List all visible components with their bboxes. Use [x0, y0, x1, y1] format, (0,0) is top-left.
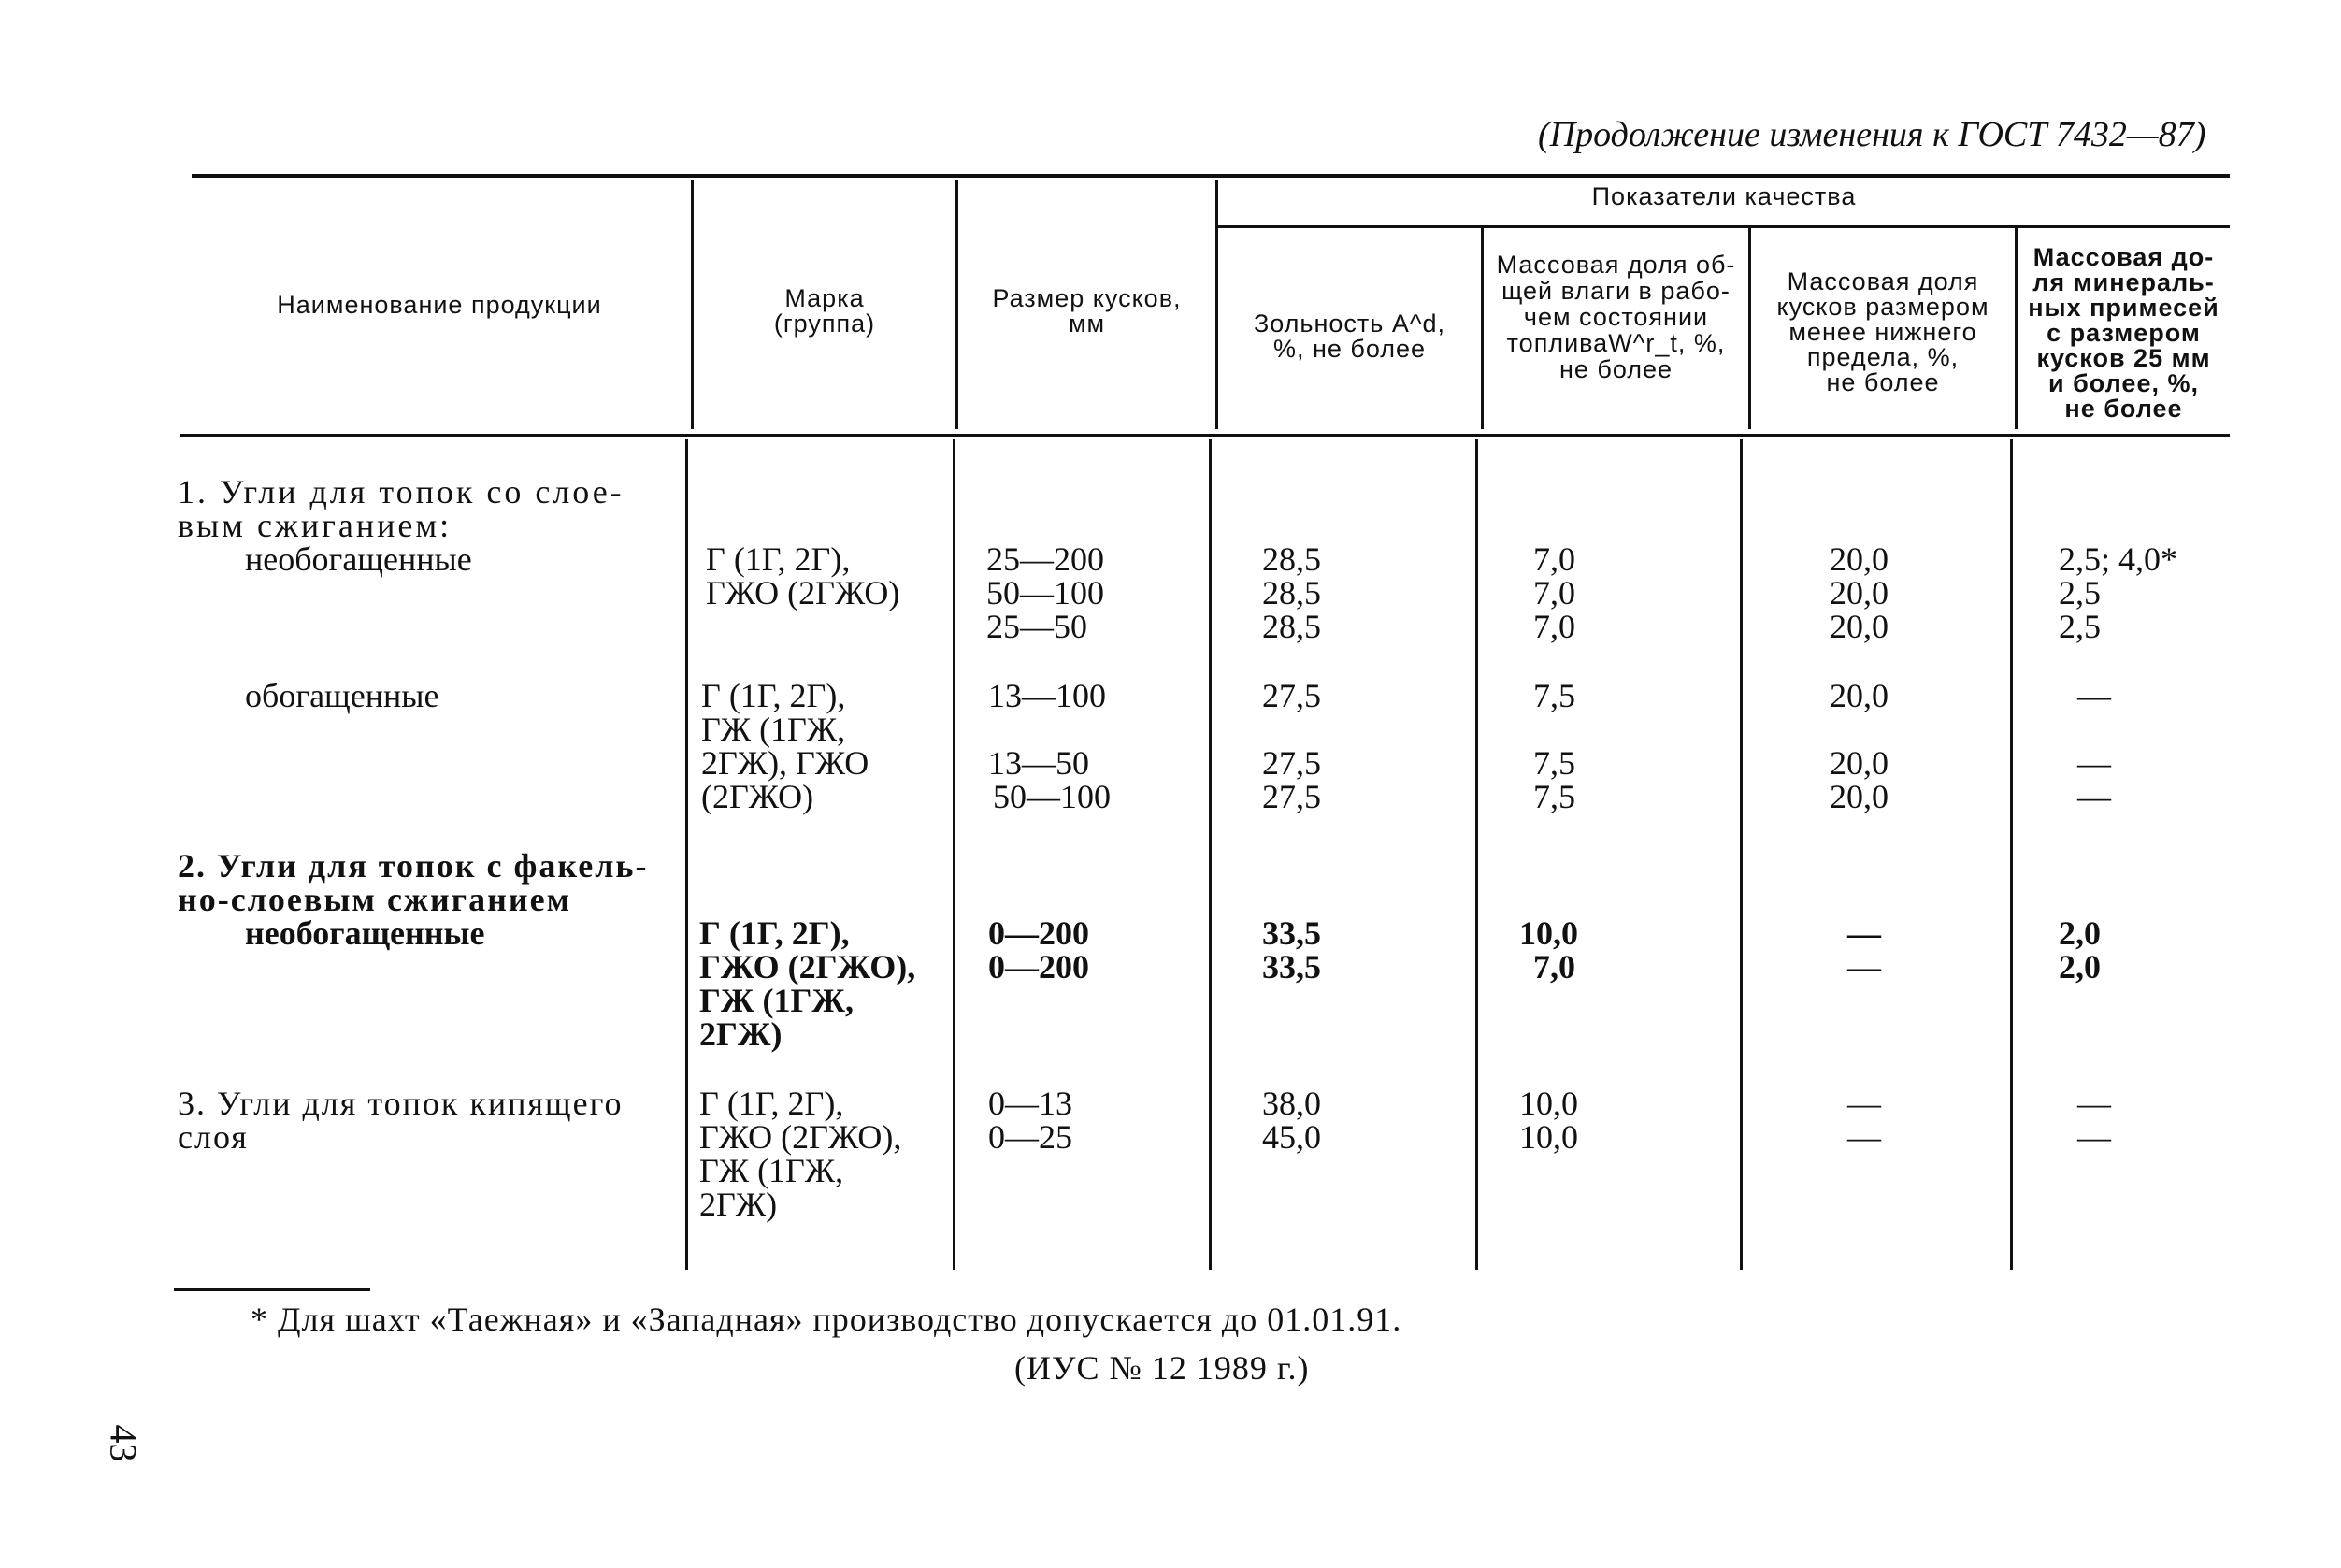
header-grade: Марка (группа) — [773, 284, 876, 338]
subgroup-name: необогащенные — [245, 914, 485, 952]
mineral-dash: — — [2077, 1118, 2111, 1156]
mineral-value: 2,0 — [2059, 948, 2101, 985]
moisture-value: 10,0 — [1519, 914, 1578, 952]
size-value: 0—13 — [988, 1085, 1072, 1122]
size-value: 50—100 — [986, 574, 1104, 611]
undersize-value: 20,0 — [1830, 677, 1889, 714]
size-value: 0—25 — [988, 1118, 1072, 1156]
section-title: 2. Угли для топок с факель- но-слоевым сжиганием — [178, 847, 649, 918]
undersize-value: 20,0 — [1830, 744, 1889, 782]
mineral-value: 2,5; 4,0* — [2059, 540, 2178, 578]
footnote: * Для шахт «Таежная» и «Западная» производство допускается до 01.01.91. — [251, 1301, 1402, 1338]
moisture-value: 10,0 — [1519, 1085, 1578, 1122]
page-number: 43 — [102, 1424, 145, 1462]
header-mineral: Массовая до- ля минераль- ных примесей с размером кусков 25 мм и более, %, не более — [2028, 243, 2219, 423]
header-moisture: Массовая доля об- щей влаги в рабо- чем состоянии топливаW^r_t, %, не более — [1496, 251, 1736, 383]
grade-cell: Г (1Г, 2Г), ГЖО (2ГЖО) — [706, 540, 900, 611]
size-value: 0—200 — [988, 914, 1089, 952]
header-product: Наименование продукции — [277, 291, 602, 319]
mineral-dash: — — [2077, 1085, 2111, 1122]
moisture-value: 7,5 — [1533, 744, 1575, 782]
ash-value: 28,5 — [1262, 540, 1321, 578]
grade-cell: Г (1Г, 2Г), ГЖО (2ГЖО), ГЖ (1ГЖ, 2ГЖ) — [699, 914, 916, 1053]
undersize-value: 20,0 — [1830, 574, 1889, 611]
undersize-dash: — — [1847, 914, 1881, 952]
header-quality-group: Показатели качества — [1591, 182, 1857, 210]
ash-value: 28,5 — [1262, 608, 1321, 645]
body-divider — [1209, 439, 1212, 1270]
subgroup-name: необогащенные — [245, 540, 472, 578]
body-divider — [685, 439, 688, 1270]
header-divider — [1215, 180, 1218, 429]
ash-value: 33,5 — [1262, 948, 1321, 985]
undersize-value: 20,0 — [1830, 540, 1889, 578]
size-value: 13—50 — [988, 744, 1089, 782]
size-value: 0—200 — [988, 948, 1089, 985]
moisture-value: 7,0 — [1533, 574, 1575, 611]
moisture-value: 7,0 — [1533, 608, 1575, 645]
page-title: (Продолжение изменения к ГОСТ 7432—87) — [1538, 115, 2206, 154]
section-title: 3. Угли для топок кипящего слоя — [178, 1085, 624, 1156]
ash-value: 38,0 — [1262, 1085, 1321, 1122]
header-ash: Зольность A^d, %, не более — [1253, 309, 1446, 363]
size-value: 25—200 — [986, 540, 1104, 578]
grade-cell: Г (1Г, 2Г), ГЖО (2ГЖО), ГЖ (1ГЖ, 2ГЖ) — [699, 1085, 902, 1223]
size-value: 25—50 — [986, 608, 1087, 645]
ash-value: 27,5 — [1262, 778, 1321, 815]
undersize-dash: — — [1847, 1118, 1881, 1156]
mineral-dash: — — [2077, 744, 2111, 782]
quality-group-rule — [1215, 225, 2230, 228]
size-value: 50—100 — [993, 778, 1111, 815]
mineral-value: 2,5 — [2059, 608, 2101, 645]
subgroup-name: обогащенные — [245, 677, 439, 714]
header-size: Размер кусков, мм — [992, 284, 1182, 338]
table-top-rule — [192, 174, 2230, 178]
ash-value: 28,5 — [1262, 574, 1321, 611]
mineral-value: 2,0 — [2059, 914, 2101, 952]
moisture-value: 7,5 — [1533, 778, 1575, 815]
header-bottom-rule — [180, 434, 2230, 437]
ash-value: 45,0 — [1262, 1118, 1321, 1156]
moisture-value: 7,5 — [1533, 677, 1575, 714]
mineral-dash: — — [2077, 677, 2111, 714]
source-note: (ИУС № 12 1989 г.) — [1014, 1349, 1310, 1387]
body-divider — [953, 439, 955, 1270]
mineral-value: 2,5 — [2059, 574, 2101, 611]
undersize-value: 20,0 — [1830, 778, 1889, 815]
body-divider — [1475, 439, 1478, 1270]
moisture-value: 7,0 — [1533, 948, 1575, 985]
size-value: 13—100 — [988, 677, 1106, 714]
moisture-value: 10,0 — [1519, 1118, 1578, 1156]
footnote-rule — [174, 1288, 370, 1291]
moisture-value: 7,0 — [1533, 540, 1575, 578]
undersize-dash: — — [1847, 948, 1881, 985]
undersize-value: 20,0 — [1830, 608, 1889, 645]
section-title: 1. Угли для топок со слое- вым сжиганием: — [178, 473, 625, 544]
body-divider — [2010, 439, 2013, 1270]
ash-value: 27,5 — [1262, 677, 1321, 714]
header-undersize: Массовая доля кусков размером менее нижнего предела, %, не более — [1776, 267, 1989, 396]
mineral-dash: — — [2077, 778, 2111, 815]
ash-value: 33,5 — [1262, 914, 1321, 952]
body-divider — [1740, 439, 1743, 1270]
grade-cell: Г (1Г, 2Г), ГЖ (1ГЖ, 2ГЖ), ГЖО (2ГЖО) — [701, 677, 869, 815]
undersize-dash: — — [1847, 1085, 1881, 1122]
ash-value: 27,5 — [1262, 744, 1321, 782]
